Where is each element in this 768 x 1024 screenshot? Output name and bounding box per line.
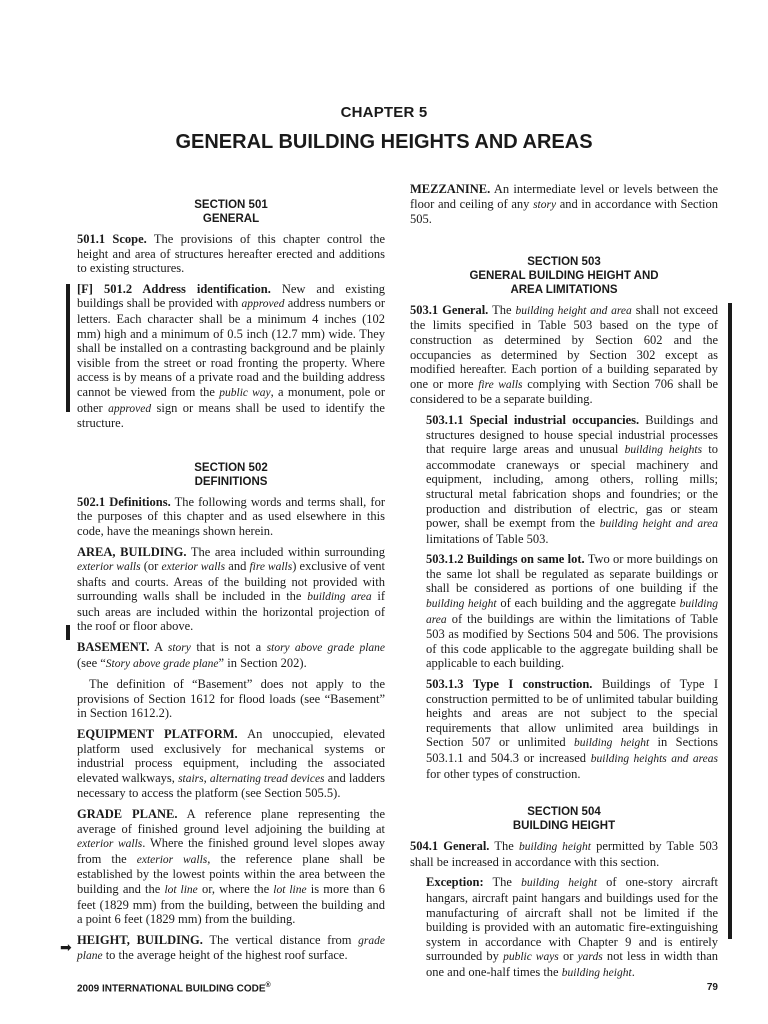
defined-term: building height xyxy=(518,841,591,854)
defined-term: fire walls xyxy=(478,378,523,391)
defined-term: building heights xyxy=(624,444,703,457)
text: ) exclusive of vent shafts and courts. Areas of the building not provided with surrounding walls shall be included in the xyxy=(77,559,385,604)
paragraph-501-2 xyxy=(77,282,385,431)
text: is more than 6 feet (1829 mm) from the building, between the building and a point 6 feet (1829 mm) from the building. xyxy=(77,881,386,927)
text: or xyxy=(562,949,574,964)
text: permitted by Table 503 shall be increased in accordance with this section. xyxy=(410,839,718,869)
paragraph-503-1-2 xyxy=(410,552,718,671)
defined-term: alternating tread devices xyxy=(209,772,325,785)
revision-bar-right xyxy=(728,303,732,939)
right-column xyxy=(410,182,718,987)
paragraph-heading: 501.1 Scope. xyxy=(77,232,147,246)
paragraph-heading: [F] 501.2 Address identification. xyxy=(77,281,271,296)
term-heading: EQUIPMENT PLATFORM. xyxy=(77,727,238,742)
paragraph-heading: 502.1 Definitions. xyxy=(77,494,171,509)
basement-note: The definition of “Basement” does not apply to the provisions of Section 1612 for flood loads (see “Basement” in Section 1612.2). xyxy=(77,677,385,721)
text: not less in width than one and one-half times the xyxy=(426,949,719,979)
text: in Sections 503.1.1 and 504.3 or increased xyxy=(426,735,718,765)
text: The area included within surrounding xyxy=(190,544,385,559)
left-column xyxy=(77,182,385,970)
text: limitations of Table 503. xyxy=(426,531,549,546)
exception-504-1 xyxy=(410,875,718,980)
definition-mezzanine xyxy=(410,182,718,227)
text: A xyxy=(154,640,163,655)
defined-term: story xyxy=(167,642,191,655)
defined-term: lot line xyxy=(164,883,198,896)
registered-mark: ® xyxy=(265,982,271,989)
text: and xyxy=(228,559,247,574)
paragraph-heading: 503.1.3 Type I construction. xyxy=(426,677,593,692)
defined-term: stairs xyxy=(178,772,204,785)
section-501-heading xyxy=(77,198,385,226)
text: , a monument, pole or other xyxy=(77,384,385,415)
text: . xyxy=(631,964,635,979)
text: (or xyxy=(143,559,159,574)
defined-term: building heights and areas xyxy=(590,753,719,765)
paragraph-501-1 xyxy=(77,232,385,276)
text: The vertical distance from xyxy=(209,932,352,947)
definition-equipment-platform xyxy=(77,727,385,801)
paragraph-504-1 xyxy=(410,839,718,869)
text: to accommodate craneways or special machinery and equipment, including, among others, rolling mills; structural metal fabrication shops and foundries; or the production and distribution of electric, gas or steam power, shall be exempt from the xyxy=(426,442,719,531)
page-number: 79 xyxy=(706,982,718,993)
section-label: SECTION 504 xyxy=(527,806,601,819)
defined-term: building height xyxy=(561,966,632,979)
text: The xyxy=(492,875,512,890)
paragraph-heading: 503.1 General. xyxy=(410,302,489,317)
text: for other types of construction. xyxy=(426,766,581,781)
defined-term: story xyxy=(533,198,557,211)
section-label: SECTION 503 xyxy=(527,255,601,268)
paragraph-heading: 504.1 General. xyxy=(410,839,490,854)
section-name: AREA LIMITATIONS xyxy=(510,283,618,296)
text: complying with Section 706 shall be considered to be a separate building. xyxy=(410,376,719,407)
right-arrow-icon: ➡ xyxy=(60,940,72,956)
revision-bar-left xyxy=(66,284,70,412)
defined-term: building height xyxy=(521,877,597,890)
defined-term: approved xyxy=(108,402,152,415)
revision-bar-left-2 xyxy=(66,625,70,640)
text: shall not exceed the limits specified in Table 503 based on the type of construction as determined by Section 602 and the occupancies as determined by Section 302 except as modified hereafter. Each portion of a building separated by one or more xyxy=(410,302,719,391)
defined-term: exterior walls xyxy=(77,838,143,851)
text: An unoccupied, elevated platform used exclusively for mechanical systems or industrial process equipment, including the associated elevated walkways, xyxy=(77,727,385,785)
section-label: SECTION 501 xyxy=(194,199,268,211)
text: Buildings of Type I construction permitted to be of unlimited tabular building heights and areas are not subject to the special requirements that allow unlimited area buildings in Section 507 or unlimited xyxy=(426,677,719,750)
text: that is not a xyxy=(196,640,262,655)
defined-term: Story above grade plane xyxy=(105,657,219,670)
section-label: SECTION 502 xyxy=(194,461,268,474)
text: The xyxy=(494,839,514,854)
definition-basement xyxy=(77,640,385,671)
defined-term: building height xyxy=(426,598,497,611)
text: and ladders necessary to access the platform (see Section 505.5). xyxy=(77,770,385,801)
defined-term: exterior walls xyxy=(136,853,208,866)
page-footer xyxy=(77,982,718,994)
paragraph-503-1 xyxy=(410,303,718,407)
text: The xyxy=(492,302,512,317)
paragraph-503-1-1 xyxy=(410,413,718,546)
text: or, where the xyxy=(201,881,270,896)
exception-heading: Exception: xyxy=(426,875,484,890)
defined-term: public way xyxy=(219,386,271,399)
text: Buildings and structures designed to house special industrial processes that require large areas and unusual xyxy=(426,412,719,457)
paragraph-text: The following words and terms shall, for the purposes of this chapter and as used elsewhere in this code, have the meanings shown herein. xyxy=(77,494,385,538)
text: Two or more buildings on the same lot shall be regulated as separate buildings or shall be considered as portions of one building if the xyxy=(426,552,718,596)
section-name: GENERAL BUILDING HEIGHT AND xyxy=(469,269,659,282)
section-name: DEFINITIONS xyxy=(194,475,268,488)
defined-term: building height and area xyxy=(599,518,719,531)
defined-term: public ways xyxy=(503,951,559,964)
defined-term: fire walls xyxy=(249,561,293,574)
text: address numbers or letters. Each character shall be a minimum 4 inches (102 mm) high and a minimum of 0.5 inch (12.7 mm) wide. They shall be installed on a contrasting background and be plainly visible from the street or road fronting the property. Where access is by means of a private road and the building address cannot be viewed from the xyxy=(77,296,386,399)
term-heading: MEZZANINE. xyxy=(410,182,491,196)
defined-term: building area xyxy=(307,591,372,604)
defined-term: building area xyxy=(426,598,719,626)
chapter-title: GENERAL BUILDING HEIGHTS AND AREAS xyxy=(175,131,593,153)
definition-area-building xyxy=(77,545,385,635)
text: New and existing buildings shall be provided with xyxy=(77,281,386,311)
text: of each building and the aggregate xyxy=(500,596,676,611)
section-504-heading xyxy=(410,805,718,833)
section-name: BUILDING HEIGHT xyxy=(512,820,616,833)
text: A reference plane representing the average of finished ground level adjoining the building at xyxy=(77,807,385,836)
text: of one-story aircraft hangars, aircraft paint hangars and buildings used for the manufacturing of aircraft shall not be limited if the building is provided with an automatic fire-extinguishing system in accordance with Chapter 9 and is entirely surrounded by xyxy=(426,875,719,964)
paragraph-503-1-3 xyxy=(410,677,718,781)
definition-grade-plane xyxy=(77,807,385,927)
defined-term: lot line xyxy=(273,883,307,896)
text: to the average height of the highest roof surface. xyxy=(105,948,348,963)
footer-title: 2009 INTERNATIONAL BUILDING CODE xyxy=(77,983,266,995)
text: and in accordance with Section 505. xyxy=(410,196,719,227)
defined-term: approved xyxy=(241,298,285,311)
section-502-heading xyxy=(77,461,385,489)
paragraph-heading: 503.1.1 Special industrial occupancies. xyxy=(426,412,640,427)
defined-term: yards xyxy=(577,951,603,964)
text: . Where the finished ground level slopes away from the xyxy=(77,836,385,866)
term-heading: GRADE PLANE. xyxy=(77,807,178,821)
definition-height-building xyxy=(77,933,385,964)
chapter-number: CHAPTER 5 xyxy=(340,104,428,121)
term-heading: HEIGHT, BUILDING. xyxy=(77,932,203,947)
section-503-heading xyxy=(410,255,718,297)
text: An intermediate level or levels between the floor and ceiling of any xyxy=(410,182,718,211)
term-heading: AREA, BUILDING. xyxy=(77,544,187,559)
paragraph-text: The provisions of this chapter control the height and area of structures hereafter erected and additions to existing structures. xyxy=(77,232,386,276)
defined-term: story above grade plane xyxy=(266,642,386,655)
text: , xyxy=(203,770,207,785)
paragraph-heading: 503.1.2 Buildings on same lot. xyxy=(426,552,585,567)
defined-term: grade plane xyxy=(77,934,385,963)
text: (see “ xyxy=(77,655,106,670)
defined-term: exterior walls xyxy=(77,561,141,574)
text: ” in Section 202). xyxy=(218,655,307,670)
text: of the buildings are within the limitations of Table 503 as modified by Sections 504 and 506. The provisions of this code applicable to the aggregate building shall be applicable to each building. xyxy=(426,611,718,671)
paragraph-502-1 xyxy=(77,495,385,539)
term-heading: BASEMENT. xyxy=(77,640,150,655)
defined-term: exterior walls xyxy=(161,561,226,574)
section-name: GENERAL xyxy=(202,213,260,225)
text: sign or means shall be used to identify the structure. xyxy=(77,400,385,431)
text: if such areas are included within the horizontal projection of the roof or floor above. xyxy=(77,589,386,634)
text: , the reference plane shall be established by the lowest points within the area between the building and the xyxy=(77,851,385,896)
defined-term: building height and area xyxy=(515,304,632,317)
defined-term: building height xyxy=(574,737,650,750)
